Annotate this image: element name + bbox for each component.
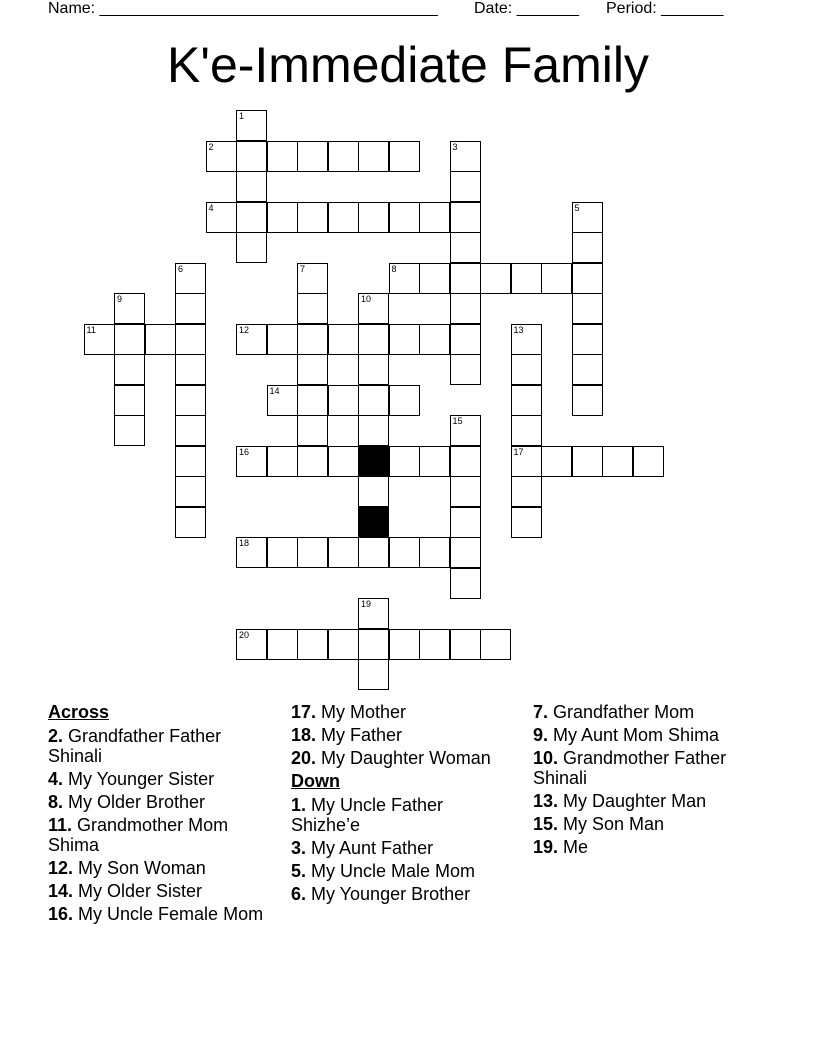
clue-item-number: 8.: [48, 792, 64, 812]
grid-cell[interactable]: [389, 263, 420, 294]
clue-number: 18: [239, 538, 250, 548]
grid-cell[interactable]: [175, 476, 206, 507]
clue-item-text: My Uncle Father Shizhe’e: [291, 795, 444, 835]
grid-cell[interactable]: [450, 263, 481, 294]
grid-cell[interactable]: [419, 202, 450, 233]
clue-item: [291, 702, 516, 722]
clue-item-text: My Father: [316, 725, 403, 745]
clue-item: [48, 904, 278, 924]
grid-cell[interactable]: [206, 141, 237, 172]
grid-cell[interactable]: [511, 507, 542, 538]
clue-item: [48, 858, 278, 878]
clue-number: 13: [513, 324, 524, 335]
clue-number: 8: [391, 263, 397, 274]
clue-item-text: Grandmother Father Shinali: [533, 748, 727, 788]
clue-item-text: Grandmother Mom Shima: [48, 815, 229, 855]
grid-cell[interactable]: [328, 446, 359, 477]
grid-cell[interactable]: [572, 263, 603, 294]
clue-number: 4: [208, 202, 214, 213]
clue-item-number: 17.: [291, 702, 317, 722]
grid-cell[interactable]: [450, 293, 481, 324]
grid-cell[interactable]: [236, 110, 267, 141]
clue-item: [48, 881, 278, 901]
black-cell: [358, 446, 389, 477]
grid-cell[interactable]: [358, 598, 389, 629]
grid-cell[interactable]: [419, 629, 450, 660]
clue-item-text: Me: [558, 837, 589, 857]
grid-cell[interactable]: [358, 415, 389, 446]
clue-item: [533, 748, 748, 788]
clue-item-text: My Aunt Father: [306, 838, 434, 858]
clue-item: [533, 702, 748, 722]
across-clue-list: [48, 726, 278, 924]
clue-number: 17: [513, 446, 524, 457]
clue-item-text: My Younger Sister: [63, 769, 215, 789]
clue-number: 9: [117, 294, 123, 304]
grid-cell[interactable]: [419, 537, 450, 568]
clue-item: [533, 814, 748, 834]
clue-item-text: My Uncle Female Mom: [73, 904, 264, 924]
grid-cell[interactable]: [389, 324, 420, 355]
grid-cell[interactable]: [450, 232, 481, 263]
grid-cell[interactable]: [389, 446, 420, 477]
grid-cell[interactable]: [450, 415, 481, 446]
grid-cell[interactable]: [511, 385, 542, 416]
grid-cell[interactable]: [358, 629, 389, 660]
clue-item-number: 2.: [48, 726, 64, 746]
grid-cell[interactable]: [358, 476, 389, 507]
date-field[interactable]: Date: _______: [474, 0, 579, 17]
clue-number: 15: [452, 416, 463, 426]
grid-cell[interactable]: [450, 568, 481, 599]
clue-item-number: 9.: [533, 725, 549, 745]
grid-cell[interactable]: [175, 263, 206, 294]
puzzle-title: K'e-Immediate Family: [167, 37, 649, 93]
grid-cell[interactable]: [572, 385, 603, 416]
grid-cell[interactable]: [511, 446, 542, 477]
grid-cell[interactable]: [267, 141, 298, 172]
clue-number: 1: [239, 111, 245, 121]
clue-column-1: [48, 702, 278, 927]
grid-cell[interactable]: [572, 202, 603, 233]
grid-cell[interactable]: [389, 141, 420, 172]
grid-cell[interactable]: [267, 324, 298, 355]
grid-cell[interactable]: [572, 293, 603, 324]
grid-cell[interactable]: [389, 385, 420, 416]
grid-cell[interactable]: [358, 385, 389, 416]
clue-item-number: 13.: [533, 791, 559, 811]
grid-cell[interactable]: [572, 446, 603, 477]
grid-cell[interactable]: [450, 202, 481, 233]
clue-item-text: My Uncle Male Mom: [306, 861, 476, 881]
clue-number: 7: [300, 263, 306, 274]
grid-cell[interactable]: [480, 263, 511, 294]
grid-cell[interactable]: [602, 446, 633, 477]
grid-cell[interactable]: [358, 537, 389, 568]
across-clue-list-continued: [291, 702, 516, 768]
grid-cell[interactable]: [328, 629, 359, 660]
grid-cell[interactable]: [236, 324, 267, 355]
grid-cell[interactable]: [236, 171, 267, 202]
grid-cell[interactable]: [480, 629, 511, 660]
clue-item: [291, 748, 516, 768]
grid-cell[interactable]: [328, 324, 359, 355]
clue-item-number: 16.: [48, 904, 74, 924]
clue-item-text: My Older Sister: [73, 881, 203, 901]
clue-item: [48, 815, 278, 855]
clue-number: 16: [239, 446, 250, 457]
clue-item: [291, 795, 516, 835]
clue-item: [48, 769, 278, 789]
grid-cell[interactable]: [175, 385, 206, 416]
grid-cell[interactable]: [328, 385, 359, 416]
grid-cell[interactable]: [175, 293, 206, 324]
grid-cell[interactable]: [114, 354, 145, 385]
grid-cell[interactable]: [175, 354, 206, 385]
clue-item-text: My Older Brother: [63, 792, 206, 812]
grid-cell[interactable]: [389, 629, 420, 660]
clue-item-text: My Younger Brother: [306, 884, 471, 904]
grid-cell[interactable]: [572, 232, 603, 263]
clue-item: [533, 837, 748, 857]
down-clue-list: [291, 795, 516, 904]
clue-number: 12: [239, 324, 250, 335]
grid-cell[interactable]: [114, 324, 145, 355]
grid-cell[interactable]: [328, 202, 359, 233]
clue-item-number: 18.: [291, 725, 317, 745]
grid-cell[interactable]: [236, 141, 267, 172]
grid-cell[interactable]: [450, 476, 481, 507]
grid-cell[interactable]: [358, 202, 389, 233]
grid-cell[interactable]: [633, 446, 664, 477]
grid-cell[interactable]: [297, 202, 328, 233]
clue-item-text: My Daughter Man: [558, 791, 707, 811]
grid-cell[interactable]: [572, 354, 603, 385]
grid-cell[interactable]: [236, 629, 267, 660]
grid-cell[interactable]: [511, 415, 542, 446]
grid-cell[interactable]: [450, 324, 481, 355]
grid-cell[interactable]: [450, 507, 481, 538]
grid-cell[interactable]: [572, 324, 603, 355]
clue-item: [291, 838, 516, 858]
grid-cell[interactable]: [450, 141, 481, 172]
grid-cell[interactable]: [236, 202, 267, 233]
clue-number: 11: [86, 324, 96, 335]
clue-item-number: 14.: [48, 881, 74, 901]
clue-number: 6: [178, 263, 184, 274]
down-heading: Down: [291, 771, 340, 791]
grid-cell[interactable]: [175, 507, 206, 538]
grid-cell[interactable]: [297, 415, 328, 446]
grid-cell[interactable]: [297, 537, 328, 568]
clue-item-number: 11.: [48, 815, 73, 835]
clue-item-number: 6.: [291, 884, 307, 904]
grid-cell[interactable]: [450, 171, 481, 202]
clue-number: 3: [452, 141, 458, 152]
clue-column-2: [291, 702, 516, 907]
clue-item: [48, 792, 278, 812]
grid-cell[interactable]: [297, 354, 328, 385]
grid-cell[interactable]: [236, 537, 267, 568]
grid-cell[interactable]: [114, 293, 145, 324]
grid-cell[interactable]: [145, 324, 176, 355]
clue-item-number: 7.: [533, 702, 549, 722]
grid-cell[interactable]: [328, 537, 359, 568]
grid-cell[interactable]: [358, 354, 389, 385]
grid-cell[interactable]: [419, 324, 450, 355]
grid-cell[interactable]: [328, 141, 359, 172]
clue-item-text: My Aunt Mom Shima: [548, 725, 720, 745]
name-field[interactable]: Name: ______________________________________: [48, 0, 438, 17]
grid-cell[interactable]: [358, 324, 389, 355]
clue-item-text: My Mother: [316, 702, 407, 722]
grid-cell[interactable]: [541, 263, 572, 294]
grid-cell[interactable]: [297, 629, 328, 660]
grid-cell[interactable]: [206, 202, 237, 233]
grid-cell[interactable]: [297, 263, 328, 294]
grid-cell[interactable]: [389, 537, 420, 568]
grid-cell[interactable]: [511, 476, 542, 507]
grid-cell[interactable]: [267, 446, 298, 477]
grid-cell[interactable]: [358, 141, 389, 172]
grid-cell[interactable]: [267, 629, 298, 660]
grid-cell[interactable]: [450, 537, 481, 568]
clue-number: 19: [361, 599, 372, 609]
clue-item-number: 3.: [291, 838, 307, 858]
grid-cell[interactable]: [175, 415, 206, 446]
grid-cell[interactable]: [541, 446, 572, 477]
grid-cell[interactable]: [511, 324, 542, 355]
clue-item-text: My Daughter Woman: [316, 748, 491, 768]
clue-item: [533, 791, 748, 811]
clue-item-number: 12.: [48, 858, 74, 878]
grid-cell[interactable]: [175, 446, 206, 477]
grid-cell[interactable]: [450, 629, 481, 660]
clue-item-number: 20.: [291, 748, 317, 768]
period-field[interactable]: Period: _______: [606, 0, 724, 17]
grid-cell[interactable]: [358, 659, 389, 690]
clue-item-number: 5.: [291, 861, 307, 881]
clue-number: 5: [574, 202, 580, 213]
across-heading: Across: [48, 702, 110, 722]
grid-cell[interactable]: [297, 446, 328, 477]
clue-number: 14: [269, 385, 280, 396]
grid-cell[interactable]: [358, 293, 389, 324]
clue-item: [291, 884, 516, 904]
clue-column-3: [533, 702, 748, 860]
clue-item: [533, 725, 748, 745]
grid-cell[interactable]: [389, 202, 420, 233]
clue-item-number: 19.: [533, 837, 559, 857]
grid-cell[interactable]: [267, 202, 298, 233]
grid-cell[interactable]: [267, 537, 298, 568]
clue-number: 2: [208, 141, 214, 152]
clue-item-text: Grandfather Mom: [548, 702, 695, 722]
clue-item-number: 10.: [533, 748, 559, 768]
down-clue-list-continued: [533, 702, 748, 857]
grid-cell[interactable]: [175, 324, 206, 355]
clue-item-text: My Son Man: [558, 814, 665, 834]
grid-cell[interactable]: [84, 324, 115, 355]
clue-number: 20: [239, 629, 250, 640]
clue-item-number: 1.: [291, 795, 307, 815]
grid-cell[interactable]: [511, 263, 542, 294]
grid-cell[interactable]: [297, 385, 328, 416]
clue-item: [291, 725, 516, 745]
grid-cell[interactable]: [297, 141, 328, 172]
grid-cell[interactable]: [450, 354, 481, 385]
grid-cell[interactable]: [236, 232, 267, 263]
clue-item-number: 15.: [533, 814, 559, 834]
grid-cell[interactable]: [267, 385, 298, 416]
black-cell: [358, 507, 389, 538]
grid-cell[interactable]: [114, 415, 145, 446]
clue-item-number: 4.: [48, 769, 64, 789]
clue-item: [48, 726, 278, 766]
grid-cell[interactable]: [511, 354, 542, 385]
grid-cell[interactable]: [419, 446, 450, 477]
clue-item-text: My Son Woman: [73, 858, 206, 878]
grid-cell[interactable]: [450, 446, 481, 477]
clue-number: 10: [361, 294, 372, 304]
clue-item: [291, 861, 516, 881]
grid-cell[interactable]: [419, 263, 450, 294]
grid-cell[interactable]: [297, 324, 328, 355]
grid-cell[interactable]: [297, 293, 328, 324]
clue-item-text: Grandfather Father Shinali: [48, 726, 222, 766]
grid-cell[interactable]: [114, 385, 145, 416]
grid-cell[interactable]: [236, 446, 267, 477]
